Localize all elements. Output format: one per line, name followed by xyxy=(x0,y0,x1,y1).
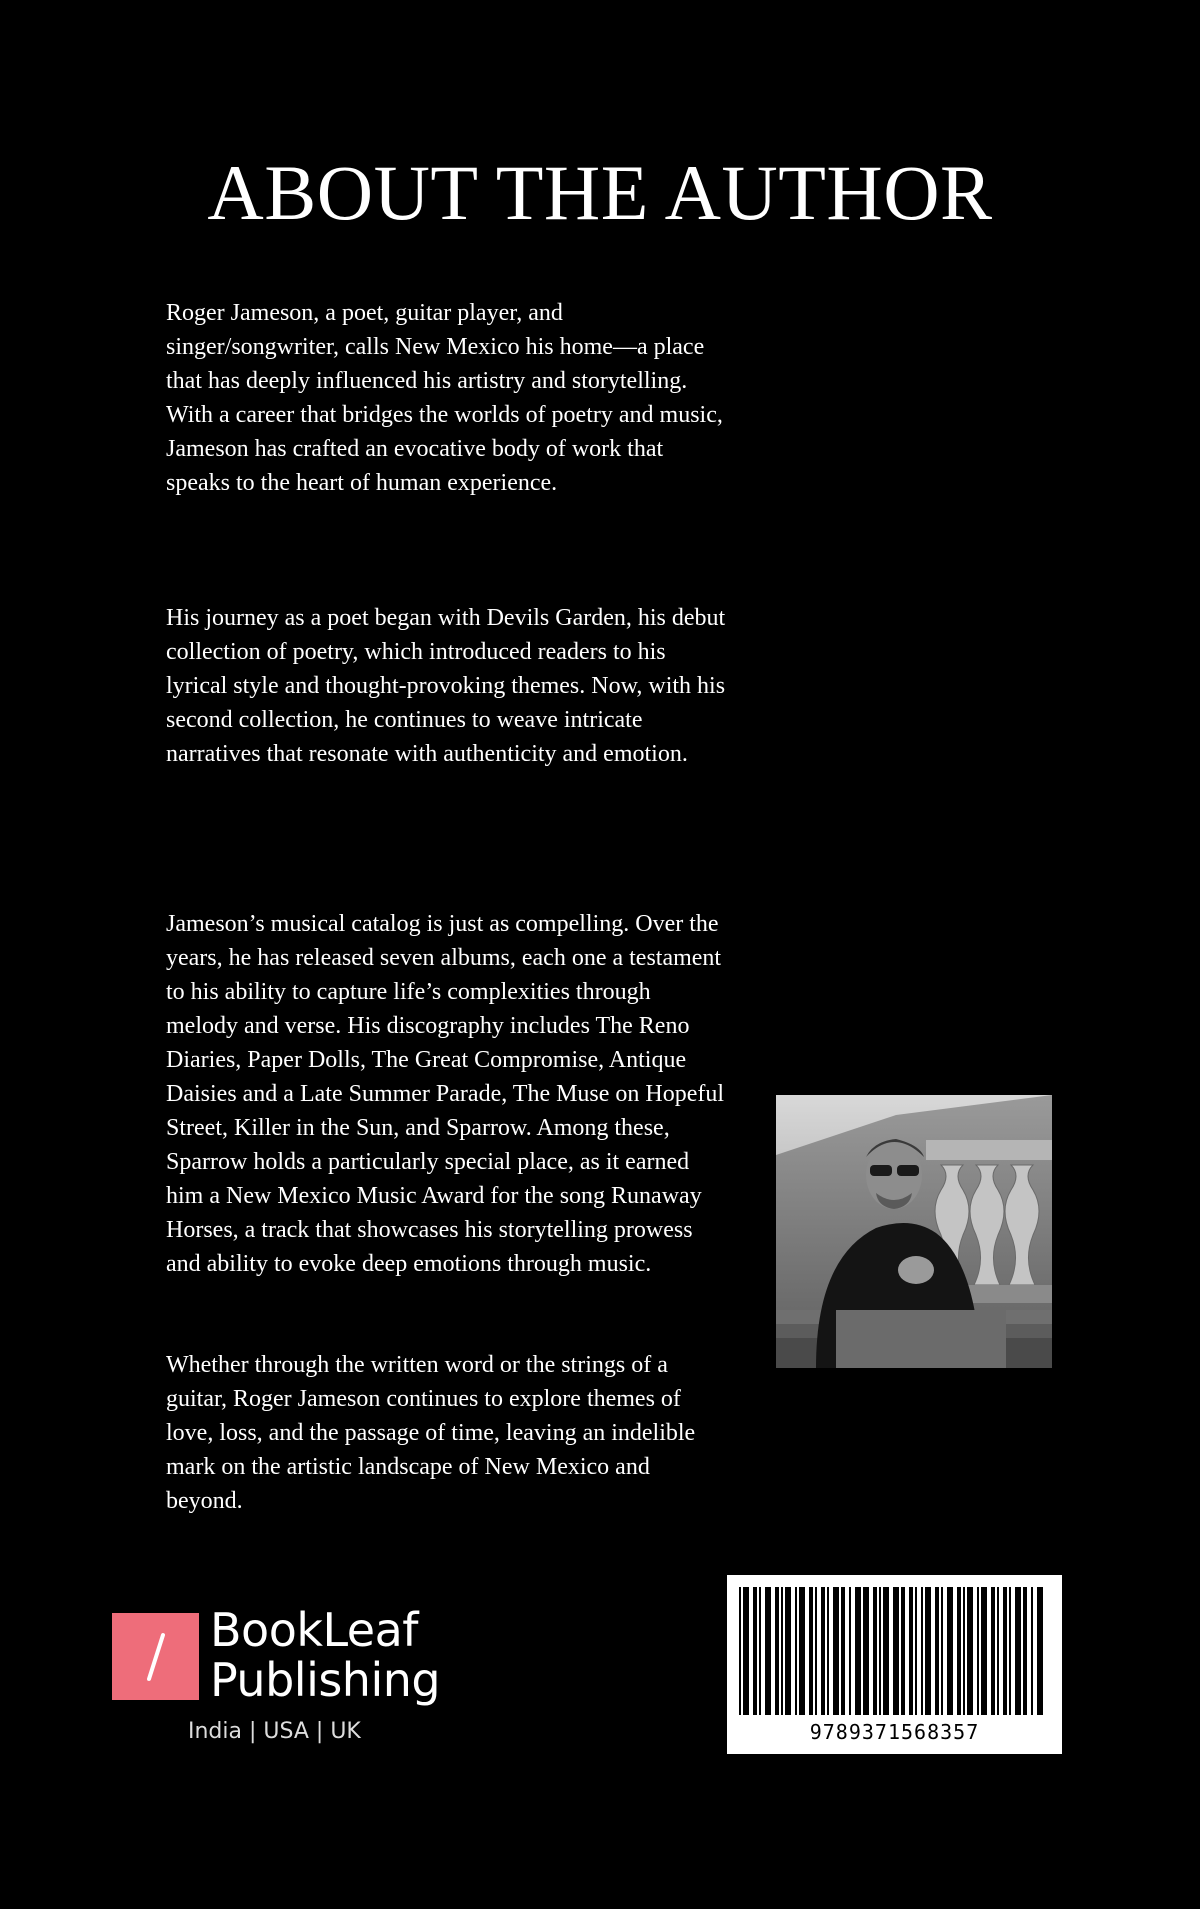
barcode-bar xyxy=(941,1587,943,1715)
barcode-bar xyxy=(809,1587,813,1715)
barcode-bar xyxy=(743,1587,749,1715)
barcode-bar xyxy=(1031,1587,1033,1715)
publisher-name-line1: BookLeaf xyxy=(210,1603,418,1657)
barcode-bar xyxy=(883,1587,889,1715)
barcode-bar xyxy=(901,1587,905,1715)
bio-paragraph-3: Jameson’s musical catalog is just as compelling. Over the years, he has released seven albums, each one a testament to his ability to capture life’s complexities through melody and verse. His discography includes The Reno Diaries, Paper Dolls, The Great Compromise, Antique Daisies and a Late Summer Parade, The Muse on Hopeful Street, Killer in the Sun, and Sparrow. Among these, Sparrow holds a particularly special place, as it earned him a New Mexico Music Award for the song Runaway Horses, a track that showcases his storytelling prowess and ability to evoke deep emotions through music. xyxy=(166,911,725,1277)
logo-slash-icon xyxy=(112,1613,199,1700)
barcode-bar xyxy=(879,1587,881,1715)
barcode-bar xyxy=(1003,1587,1007,1715)
barcode-bar xyxy=(981,1587,987,1715)
barcode-bar xyxy=(957,1587,961,1715)
barcode-bar xyxy=(925,1587,931,1715)
publisher-name xyxy=(210,1605,440,1705)
barcode-bar xyxy=(775,1587,779,1715)
barcode-bar xyxy=(947,1587,953,1715)
barcode-bar xyxy=(815,1587,817,1715)
barcode-bar xyxy=(785,1587,791,1715)
barcode-bar xyxy=(781,1587,783,1715)
isbn-number: 9789371568357 xyxy=(809,1720,980,1744)
bio-paragraph-4: Whether through the written word or the strings of a guitar, Roger Jameson continues to explore themes of love, loss, and the passage of time, leaving an indelible mark on the artistic landscape of New Mexico and beyond. xyxy=(166,1352,696,1514)
barcode-bar xyxy=(873,1587,877,1715)
barcode-bar xyxy=(935,1587,939,1715)
barcode-bar xyxy=(863,1587,869,1715)
barcode-bar xyxy=(991,1587,995,1715)
barcode-bar xyxy=(841,1587,845,1715)
bio-paragraph-2: His journey as a poet began with Devils Garden, his debut collection of poetry, which introduced readers to his lyrical style and thought-provoking themes. Now, with his second collection, he continues to weave intricate narratives that resonate with authenticity and emotion. xyxy=(166,605,726,767)
barcode-bar xyxy=(753,1587,757,1715)
barcode-bar xyxy=(799,1587,805,1715)
barcode-bar xyxy=(1009,1587,1011,1715)
barcode-bar xyxy=(915,1587,917,1715)
barcode-bar xyxy=(833,1587,839,1715)
page-title: ABOUT THE AUTHOR xyxy=(207,149,993,236)
publisher-regions: India | USA | UK xyxy=(188,1719,361,1744)
barcode-bar xyxy=(909,1587,913,1715)
barcode-bar xyxy=(967,1587,973,1715)
barcode-bar xyxy=(1015,1587,1021,1715)
barcode-bar xyxy=(1037,1587,1043,1715)
publisher-name-line2: Publishing xyxy=(210,1653,441,1707)
barcode-bar xyxy=(963,1587,965,1715)
barcode-bar xyxy=(827,1587,829,1715)
barcode-bar xyxy=(821,1587,825,1715)
barcode-bar xyxy=(921,1587,923,1715)
barcode-bar xyxy=(765,1587,771,1715)
barcode-bar xyxy=(739,1587,741,1715)
barcode-bar xyxy=(1023,1587,1027,1715)
barcode-bar xyxy=(997,1587,999,1715)
barcode-bar xyxy=(795,1587,797,1715)
barcode-bar xyxy=(977,1587,979,1715)
barcode-bar xyxy=(893,1587,899,1715)
author-photo xyxy=(776,1095,1052,1368)
barcode-bar xyxy=(759,1587,761,1715)
barcode-bar xyxy=(855,1587,861,1715)
barcode-bar xyxy=(849,1587,851,1715)
bio-paragraph-1: Roger Jameson, a poet, guitar player, and singer/songwriter, calls New Mexico his home—a place that has deeply influenced his artistry and storytelling. With a career that bridges the worlds of poetry and music, Jameson has crafted an evocative body of work that speaks to the heart of human experience. xyxy=(166,300,723,496)
isbn-barcode xyxy=(727,1575,1062,1754)
